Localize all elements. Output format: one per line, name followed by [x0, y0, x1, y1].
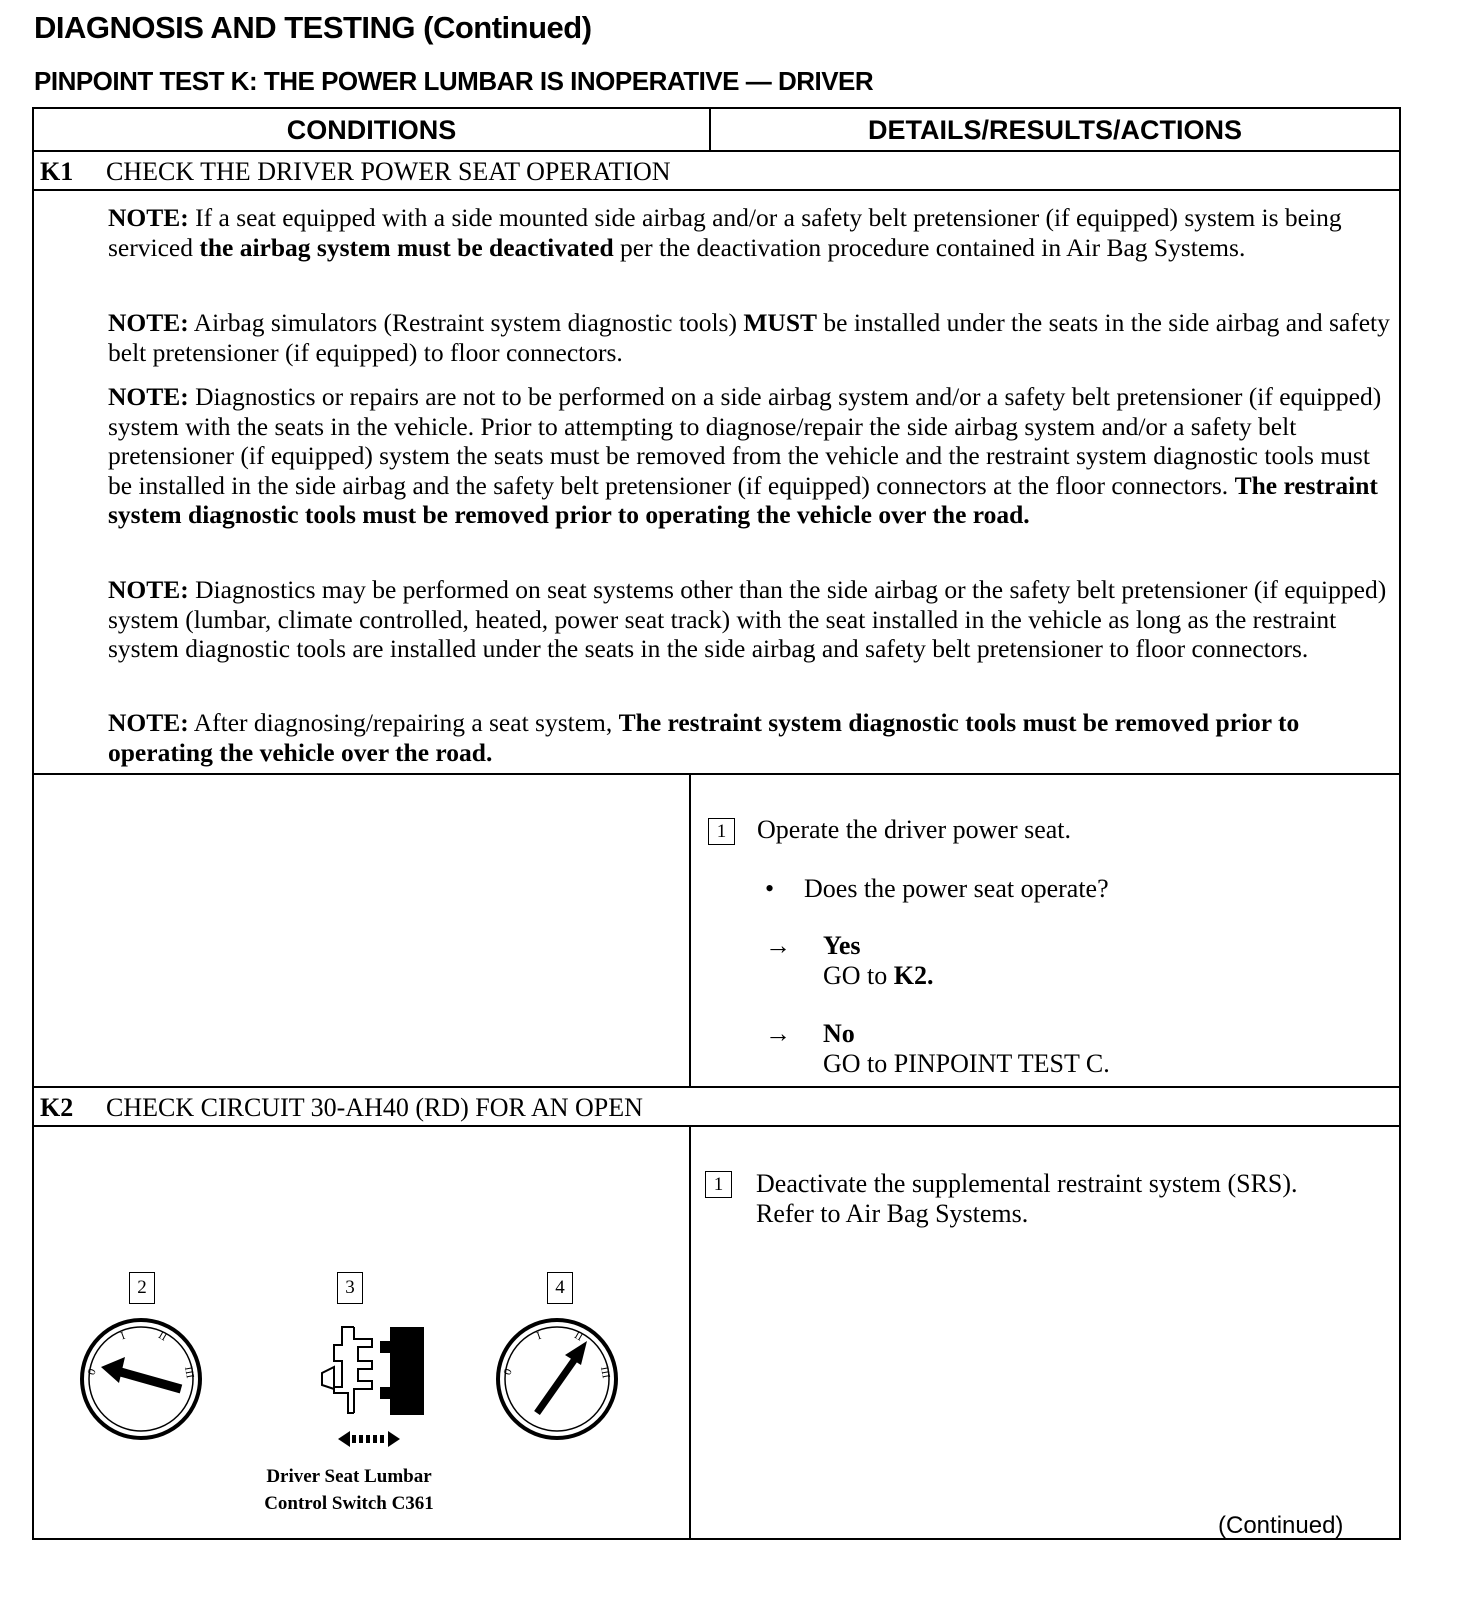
yes-label: Yes [823, 931, 861, 960]
step-row-k2 [34, 1088, 1399, 1127]
svg-text:I: I [119, 1330, 127, 1343]
continued-label: (Continued) [1218, 1512, 1344, 1539]
double-arrow-icon [338, 1431, 400, 1447]
note-label: NOTE: [108, 382, 189, 411]
arrow-icon: → [765, 1019, 791, 1048]
note-3: NOTE: Diagnostics or repairs are not to be performed on a side airbag system and/or a safety belt pretensioner (if equipped) system with the seats in the vehicle. Prior to attempting to diagnose/repair the side airbag system and/or a safety belt pretensioner (if equipped) system the seats must be removed from the vehicle and the restraint system diagnostic tools must be installed in the side airbag and the safety belt pretensioner (if equipped) connectors at the floor connectors. The restraint system diagnostic tools must be removed prior to operating the vehicle over the road. [108, 382, 1382, 529]
svg-text:II: II [156, 1330, 169, 1344]
step-row-k1 [34, 152, 1399, 191]
arrow-icon: → [765, 931, 791, 960]
note-label: NOTE: [108, 575, 189, 604]
ignition-switch-off-icon [82, 1320, 200, 1438]
notes-block [34, 191, 1399, 775]
k2-action-area [34, 1127, 1399, 1538]
section-title: DIAGNOSIS AND TESTING (Continued) [34, 10, 592, 45]
step-number-box: 4 [547, 1272, 573, 1304]
table-header [34, 109, 1399, 152]
note-label: NOTE: [108, 708, 189, 737]
step-question: Does the power seat operate? [804, 874, 1109, 903]
svg-text:III: III [598, 1365, 611, 1380]
svg-text:0: 0 [86, 1367, 99, 1378]
svg-text:III: III [182, 1365, 195, 1380]
note-label: NOTE: [108, 308, 189, 337]
note-4: NOTE: Diagnostics may be performed on seat systems other than the side airbag or the safety belt pretensioner (if equipped) system (lumbar, climate controlled, heated, power seat track) with the seat installed in the vehicle as long as the restraint system diagnostic tools are installed under the seats in the side airbag and safety belt pretensioner to floor connectors. [108, 575, 1387, 663]
step-title-k2: CHECK CIRCUIT 30-AH40 (RD) FOR AN OPEN [106, 1093, 643, 1122]
lumbar-switch-illustration [74, 1312, 674, 1462]
no-action: GO to PINPOINT TEST C. [823, 1049, 1110, 1078]
k1-action-area [34, 775, 1399, 1088]
note-label: NOTE: [108, 203, 189, 232]
note-1: NOTE: If a seat equipped with a side mounted side airbag and/or a safety belt pretensioner (if equipped) system is being serviced the airbag system must be deactivated per the deactivation procedure contained in Air Bag Systems. [108, 203, 1342, 262]
conditions-header: CONDITIONS [34, 109, 711, 150]
step-instruction: Deactivate the supplemental restraint system (SRS). Refer to Air Bag Systems. [756, 1169, 1298, 1228]
step-number-box: 1 [708, 818, 735, 845]
note-2: NOTE: Airbag simulators (Restraint system diagnostic tools) MUST be installed under the seats in the side airbag and safety belt pretensioner (if equipped) to floor connectors. [108, 308, 1390, 367]
step-number-box: 1 [705, 1171, 732, 1198]
connector-icon [322, 1327, 424, 1447]
step-code-k1: K1 [40, 157, 74, 186]
step-number-box: 3 [337, 1272, 363, 1304]
step-title-k1: CHECK THE DRIVER POWER SEAT OPERATION [106, 157, 671, 186]
step-number-box: 2 [129, 1272, 155, 1304]
details-header: DETAILS/RESULTS/ACTIONS [867, 115, 1242, 145]
column-divider [689, 775, 691, 1086]
bullet: • [765, 874, 775, 903]
svg-text:0: 0 [502, 1367, 515, 1378]
ignition-switch-run-icon [498, 1320, 616, 1438]
svg-text:II: II [572, 1330, 585, 1344]
step-instruction: Operate the driver power seat. [757, 815, 1072, 844]
yes-action: GO to K2. [823, 961, 934, 990]
svg-text:I: I [535, 1330, 543, 1343]
pinpoint-test-table [32, 107, 1401, 1540]
pinpoint-test-title: PINPOINT TEST K: THE POWER LUMBAR IS INOPERATIVE — DRIVER [34, 66, 874, 96]
note-5: NOTE: After diagnosing/repairing a seat system, The restraint system diagnostic tools must be removed prior to operating the vehicle over the road. [108, 708, 1300, 767]
illustration-caption: Driver Seat Lumbar Control Switch C361 [264, 1466, 434, 1514]
no-label: No [823, 1019, 855, 1048]
column-divider [689, 1127, 691, 1538]
step-code-k2: K2 [40, 1093, 74, 1122]
